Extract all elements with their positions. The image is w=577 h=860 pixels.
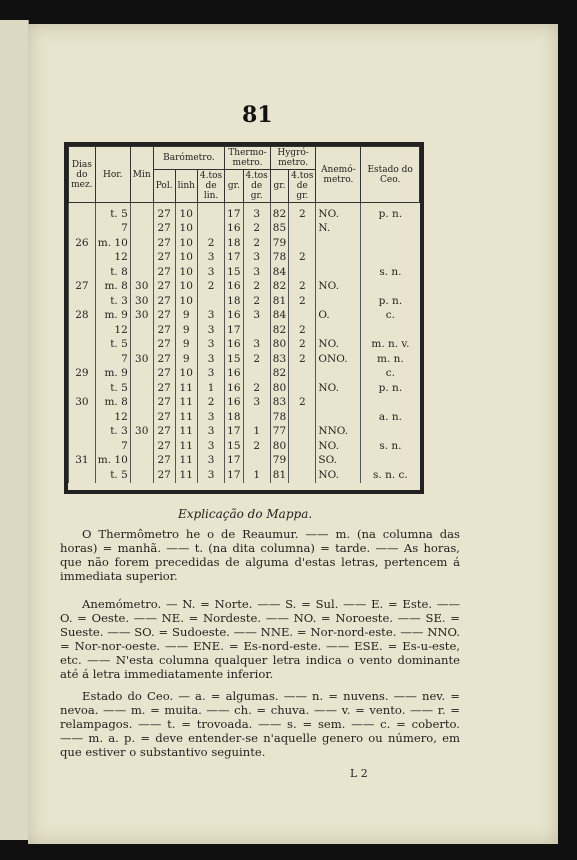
table-row	[69, 280, 420, 295]
table-cell: 3	[197, 309, 224, 324]
table-cell	[69, 439, 96, 454]
table-cell: 12	[95, 251, 130, 266]
table-cell: 27	[153, 468, 175, 483]
table-cell: 27	[153, 396, 175, 411]
table-cell: c.	[361, 309, 420, 324]
table-row	[69, 468, 420, 483]
table-cell	[130, 251, 153, 266]
table-cell	[130, 396, 153, 411]
table-cell: 11	[175, 381, 197, 396]
table-cell	[130, 323, 153, 338]
table-cell: 79	[270, 454, 288, 469]
table-cell: 3	[197, 338, 224, 353]
table-cell: 3	[197, 425, 224, 440]
table-cell: 27	[153, 323, 175, 338]
table-cell	[130, 381, 153, 396]
table-cell: 3	[197, 468, 224, 483]
table-cell: 27	[153, 410, 175, 425]
table-row	[69, 309, 420, 324]
table-cell: 2	[289, 251, 316, 266]
table-row	[69, 251, 420, 266]
table-cell	[69, 294, 96, 309]
table-cell	[289, 222, 316, 237]
table-cell	[69, 338, 96, 353]
header-barometro: Barómetro.	[153, 147, 224, 170]
table-cell: m. 8	[95, 280, 130, 295]
table-cell: 16	[225, 381, 243, 396]
table-cell: 11	[175, 396, 197, 411]
table-cell: 7	[95, 439, 130, 454]
table-cell	[69, 381, 96, 396]
table-cell	[69, 352, 96, 367]
weather-map-table	[64, 142, 424, 494]
table-cell: 18	[225, 410, 243, 425]
table-cell: 17	[225, 203, 243, 222]
table-cell	[130, 439, 153, 454]
paragraph-thermometer: O Thermômetro he o de Reaumur. —— m. (na columna das horas) = manhã. —— t. (na dita columna) = tarde. —— As horas, que não forem precedidas de alguma d'estas letras, pertencem á immediata superior.	[60, 527, 460, 583]
table-cell: 2	[289, 294, 316, 309]
table-cell: 2	[289, 396, 316, 411]
table-cell: 27	[153, 294, 175, 309]
table-cell: 27	[153, 265, 175, 280]
table-cell: 30	[130, 280, 153, 295]
table-cell: 78	[270, 410, 288, 425]
table-cell: 17	[225, 251, 243, 266]
table-row	[69, 203, 420, 222]
table-cell: 10	[175, 251, 197, 266]
table-cell: 2	[289, 323, 316, 338]
table-cell: 1	[243, 425, 270, 440]
table-cell	[69, 410, 96, 425]
table-cell	[69, 323, 96, 338]
table-cell: 27	[153, 251, 175, 266]
table-cell: 16	[225, 396, 243, 411]
table-cell: 30	[130, 309, 153, 324]
table-cell: 30	[130, 425, 153, 440]
explanation-title: Explicação do Mappa.	[178, 507, 313, 521]
table-cell: a. n.	[361, 410, 420, 425]
table-row	[69, 265, 420, 280]
table-cell: 83	[270, 396, 288, 411]
table-cell: 10	[175, 294, 197, 309]
table-cell: t. 3	[95, 294, 130, 309]
table-cell: NO.	[316, 280, 361, 295]
table-cell: 29	[69, 367, 96, 382]
table-cell: 15	[225, 352, 243, 367]
table-cell: t. 5	[95, 338, 130, 353]
table-cell: 3	[243, 251, 270, 266]
table-cell: 27	[153, 236, 175, 251]
table-row	[69, 323, 420, 338]
table-cell	[289, 468, 316, 483]
table-cell: 81	[270, 294, 288, 309]
table-cell: s. n.	[361, 265, 420, 280]
table-cell: 3	[243, 309, 270, 324]
table-cell: 27	[153, 367, 175, 382]
table-cell	[316, 367, 361, 382]
header-quartos-barometro: 4.tos de lin.	[197, 170, 224, 203]
table-cell	[289, 381, 316, 396]
header-quartos-hygro: 4.tos de gr.	[289, 170, 316, 203]
table-cell: p. n.	[361, 381, 420, 396]
table-cell: 10	[175, 367, 197, 382]
table-cell: m. 9	[95, 309, 130, 324]
table-row	[69, 396, 420, 411]
table-cell: 9	[175, 352, 197, 367]
table-row	[69, 410, 420, 425]
table-cell: 1	[197, 381, 224, 396]
table-cell: t. 5	[95, 203, 130, 222]
table-cell: m. 10	[95, 236, 130, 251]
table-cell: 10	[175, 236, 197, 251]
table-cell	[130, 222, 153, 237]
header-hor: Hor.	[95, 147, 130, 203]
table-cell	[130, 410, 153, 425]
table-cell: 80	[270, 338, 288, 353]
table-cell	[316, 410, 361, 425]
table-cell: 3	[243, 396, 270, 411]
table-cell	[69, 425, 96, 440]
page-number: 81	[242, 102, 273, 128]
header-dias: Dias do mez.	[69, 147, 96, 203]
table-cell: 27	[153, 280, 175, 295]
table-cell: N.	[316, 222, 361, 237]
table-cell: 3	[197, 439, 224, 454]
table-cell	[361, 280, 420, 295]
table-cell: 15	[225, 439, 243, 454]
table-cell	[361, 222, 420, 237]
table-cell: 9	[175, 338, 197, 353]
table-cell: 3	[197, 251, 224, 266]
table-cell: p. n.	[361, 203, 420, 222]
table-row	[69, 454, 420, 469]
table-cell	[69, 468, 96, 483]
table-cell: ONO.	[316, 352, 361, 367]
table-cell	[243, 410, 270, 425]
table-cell: 27	[153, 203, 175, 222]
table-cell: 3	[197, 410, 224, 425]
table-row	[69, 236, 420, 251]
table-cell	[289, 454, 316, 469]
table-cell	[130, 338, 153, 353]
table-cell: 10	[175, 222, 197, 237]
table-cell: 27	[153, 425, 175, 440]
table-row	[69, 352, 420, 367]
table-cell: 7	[95, 222, 130, 237]
table-cell: m. 8	[95, 396, 130, 411]
table-cell: 10	[175, 203, 197, 222]
table-cell: 16	[225, 367, 243, 382]
table-cell	[289, 309, 316, 324]
header-min: Min	[130, 147, 153, 203]
table-cell: 3	[243, 265, 270, 280]
table-cell: 3	[243, 338, 270, 353]
table-cell: 12	[95, 410, 130, 425]
table-cell	[197, 294, 224, 309]
table-cell: 84	[270, 265, 288, 280]
table-cell: 30	[130, 294, 153, 309]
table-cell: NO.	[316, 203, 361, 222]
table-cell: NNO.	[316, 425, 361, 440]
table-cell	[316, 251, 361, 266]
table-cell	[130, 454, 153, 469]
adjacent-page-edge	[0, 20, 29, 840]
table-cell: 16	[225, 222, 243, 237]
table-cell	[289, 410, 316, 425]
table-cell	[289, 236, 316, 251]
table-cell: SO.	[316, 454, 361, 469]
table-cell	[289, 367, 316, 382]
table-cell	[243, 454, 270, 469]
table-cell: 2	[197, 280, 224, 295]
table-cell	[361, 236, 420, 251]
table-cell: 16	[225, 309, 243, 324]
table-cell: 18	[225, 236, 243, 251]
table-cell: 12	[95, 323, 130, 338]
table-cell	[361, 323, 420, 338]
table-cell: 28	[69, 309, 96, 324]
table-cell: 84	[270, 309, 288, 324]
table-row	[69, 367, 420, 382]
table-cell: O.	[316, 309, 361, 324]
table-cell: 85	[270, 222, 288, 237]
table-cell	[130, 236, 153, 251]
table-cell	[197, 203, 224, 222]
table-cell	[243, 367, 270, 382]
table-cell: 11	[175, 468, 197, 483]
table-cell: 16	[225, 280, 243, 295]
table-cell: 2	[289, 203, 316, 222]
table-cell: 2	[243, 222, 270, 237]
table-cell: 27	[153, 309, 175, 324]
table-cell: 17	[225, 468, 243, 483]
table-cell: 80	[270, 439, 288, 454]
table-cell: 27	[153, 439, 175, 454]
table-cell: 2	[243, 381, 270, 396]
table-cell	[316, 294, 361, 309]
table-cell: m. 10	[95, 454, 130, 469]
table-cell	[289, 439, 316, 454]
table-cell: 77	[270, 425, 288, 440]
table-cell: t. 5	[95, 468, 130, 483]
paragraph-sky-state: Estado do Ceo. — a. = algumas. —— n. = nuvens. —— nev. = nevoa. —— m. = muita. —— ch. = chuva. —— v. = vento. —— r. = relampagos. —— t. = trovoada. —— s. = sem. —— c. = coberto. —— m. a. p. = deve entender-se n'aquelle genero ou número, em que estiver o substantivo seguinte.	[60, 689, 460, 759]
table-cell	[361, 251, 420, 266]
signature-mark: L 2	[350, 767, 368, 780]
table-cell: 82	[270, 323, 288, 338]
table-cell: 2	[243, 439, 270, 454]
table-cell: 2	[289, 280, 316, 295]
weather-table	[68, 146, 420, 483]
table-cell	[130, 265, 153, 280]
table-cell	[69, 222, 96, 237]
table-row	[69, 425, 420, 440]
table-cell: 83	[270, 352, 288, 367]
table-cell: 17	[225, 454, 243, 469]
table-cell	[361, 396, 420, 411]
table-cell: NO.	[316, 381, 361, 396]
table-cell: 2	[243, 280, 270, 295]
table-cell: 27	[69, 280, 96, 295]
table-cell: 78	[270, 251, 288, 266]
table-cell: 7	[95, 352, 130, 367]
table-cell: 3	[197, 454, 224, 469]
table-cell: m. n. v.	[361, 338, 420, 353]
header-gr-thermo: gr.	[225, 170, 243, 203]
header-thermometro: Thermo- metro.	[225, 147, 271, 170]
header-estado: Estado do Ceo.	[361, 147, 420, 203]
table-cell: 82	[270, 280, 288, 295]
table-cell	[361, 425, 420, 440]
table-cell: 2	[243, 294, 270, 309]
table-cell: 11	[175, 425, 197, 440]
table-row	[69, 439, 420, 454]
table-cell: 27	[153, 352, 175, 367]
table-cell: m. 9	[95, 367, 130, 382]
table-cell: 82	[270, 203, 288, 222]
table-cell: 27	[153, 222, 175, 237]
table-cell: p. n.	[361, 294, 420, 309]
table-cell: 2	[197, 396, 224, 411]
table-cell: 2	[243, 352, 270, 367]
table-cell: 2	[243, 236, 270, 251]
table-cell: 3	[197, 323, 224, 338]
table-cell: 2	[289, 352, 316, 367]
table-cell: 17	[225, 425, 243, 440]
table-cell: m. n.	[361, 352, 420, 367]
table-row	[69, 338, 420, 353]
table-cell: 9	[175, 323, 197, 338]
table-cell: 15	[225, 265, 243, 280]
table-cell	[197, 222, 224, 237]
table-cell: 18	[225, 294, 243, 309]
table-cell	[316, 236, 361, 251]
table-row	[69, 294, 420, 309]
table-cell: NO.	[316, 338, 361, 353]
table-cell: 11	[175, 454, 197, 469]
table-cell: 27	[153, 338, 175, 353]
table-cell: 82	[270, 367, 288, 382]
paragraph-anemometer: Anemómetro. — N. = Norte. —— S. = Sul. —— E. = Este. —— O. = Oeste. —— NE. = Nordeste. —— NO. = Noroeste. —— SE. = Sueste. —— SO. = Sudoeste. —— NNE. = Nor-nord-este. —— NNO. = Nor-nor-oeste. —— ENE. = Es-nord-este. —— ESE. = Es-u-este, etc. —— N'esta columna qualquer letra indica o vento dominante até á letra immediatamente inferior.	[60, 597, 460, 681]
table-cell: 79	[270, 236, 288, 251]
table-cell: 11	[175, 410, 197, 425]
table-cell: 80	[270, 381, 288, 396]
table-cell	[243, 323, 270, 338]
table-cell: 3	[197, 352, 224, 367]
header-quartos-thermo: 4.tos de gr.	[243, 170, 270, 203]
table-cell: 16	[225, 338, 243, 353]
table-cell: 30	[69, 396, 96, 411]
table-cell	[289, 425, 316, 440]
book-page	[28, 24, 558, 844]
table-cell: 9	[175, 309, 197, 324]
table-cell: 11	[175, 439, 197, 454]
table-cell: 10	[175, 265, 197, 280]
table-cell: t. 5	[95, 381, 130, 396]
header-pol: Pol.	[153, 170, 175, 203]
table-cell	[69, 265, 96, 280]
table-row	[69, 222, 420, 237]
table-cell: 2	[289, 338, 316, 353]
table-cell: 31	[69, 454, 96, 469]
table-cell: s. n. c.	[361, 468, 420, 483]
table-cell: 1	[243, 468, 270, 483]
header-linh: linh	[175, 170, 197, 203]
table-cell: t. 3	[95, 425, 130, 440]
table-cell: 30	[130, 352, 153, 367]
table-cell: 3	[197, 367, 224, 382]
table-cell: NO.	[316, 439, 361, 454]
table-cell: 26	[69, 236, 96, 251]
table-cell: t. 8	[95, 265, 130, 280]
table-cell	[130, 367, 153, 382]
table-cell	[130, 203, 153, 222]
table-cell: 27	[153, 381, 175, 396]
table-cell: 3	[243, 203, 270, 222]
table-cell: s. n.	[361, 439, 420, 454]
table-cell: c.	[361, 367, 420, 382]
table-cell: 17	[225, 323, 243, 338]
table-row	[69, 381, 420, 396]
table-cell: NO.	[316, 468, 361, 483]
header-anemometro: Anemó- metro.	[316, 147, 361, 203]
table-cell: 10	[175, 280, 197, 295]
table-cell: 81	[270, 468, 288, 483]
table-body	[69, 203, 420, 483]
table-cell	[130, 468, 153, 483]
table-cell	[69, 251, 96, 266]
table-cell: 27	[153, 454, 175, 469]
table-cell	[316, 396, 361, 411]
table-cell	[289, 265, 316, 280]
table-cell	[69, 203, 96, 222]
table-cell: 2	[197, 236, 224, 251]
header-gr-hygro: gr.	[270, 170, 288, 203]
table-cell	[316, 323, 361, 338]
header-hygrometro: Hygró- metro.	[270, 147, 316, 170]
table-cell	[361, 454, 420, 469]
table-cell: 3	[197, 265, 224, 280]
table-cell	[316, 265, 361, 280]
